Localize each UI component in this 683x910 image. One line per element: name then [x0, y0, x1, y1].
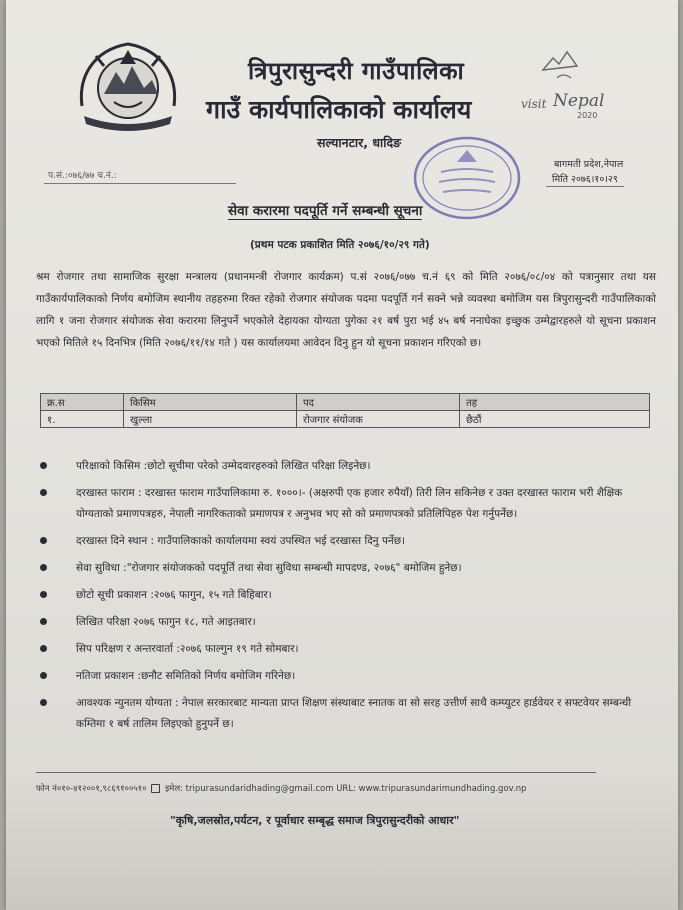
office-title-line2: गाउँ कार्यपालिकाको कार्यालय [206, 95, 472, 124]
bullet-icon [40, 699, 47, 706]
list-item: सेवा सुविधा :"रोजगार संयोजकको पदपूर्ति तथा सेवा सुविधा सम्बन्धी मापदण्ड, २०७६" बमोजिम हुनेछ। [40, 558, 655, 579]
footer-email-label: इमेल: [165, 784, 183, 794]
footer-phone: फोन नं०१०-४१२००१,९८६९१००५१० [36, 784, 147, 794]
province-label: बागमती प्रदेश,नेपाल [554, 159, 624, 170]
notice-title [228, 201, 422, 219]
document-page [6, 0, 678, 910]
footer-slogan: "कृषि,जलस्रोत,पर्यटन, र पूर्वाधार सम्बृद्ध समाज त्रिपुरासुन्दरीको आधार" [170, 814, 460, 827]
bullet-icon [40, 591, 47, 598]
footer-url-label: URL: [336, 784, 356, 794]
office-title-line1: त्रिपुरासुन्दरी गाउँपालिका [248, 57, 465, 85]
notice-subtitle: (प्रथम पटक प्रकाशित मिति २०७६/१०/२९ गते) [250, 239, 430, 251]
footer-url[interactable]: www.tripurasundarimundhading.gov.np [358, 784, 527, 794]
bullet-icon [40, 489, 47, 496]
bullet-icon [40, 645, 47, 652]
visit-label: visit [521, 97, 547, 111]
list-item: सिप परिक्षण र अन्तरवार्ता :२०७६ फाल्गुन १९ गते सोमबार। [40, 639, 655, 660]
email-icon [151, 784, 160, 793]
office-stamp [411, 132, 523, 224]
bullet-icon [40, 618, 47, 625]
list-item: आवश्यक न्युनतम योग्यता : नेपाल सरकारबाट मान्यता प्राप्त शिक्षण संस्थाबाट स्नातक वा सो सरह उत्तीर्ण साथै कम्प्युटर हार्डवेयर र सफ्टवेयर सम्बन्धी कम्तिमा १ बर्ष तालिम लिइएको हुनुपर्ने छ। [40, 693, 655, 735]
cell-type: खुल्ला [124, 411, 297, 428]
nepal-label: Nepal [553, 91, 605, 111]
list-item: छोटो सूची प्रकाशन :२०७६ फागुन, १५ गते बिहिबार। [40, 585, 655, 606]
col-header-level: तह [460, 394, 650, 411]
table-row [41, 411, 650, 428]
bullet-icon [40, 537, 47, 544]
year-label: 2020 [577, 111, 598, 120]
visit-nepal-logo [519, 48, 609, 128]
col-header-type: किसिम [124, 394, 297, 411]
list-item: नतिजा प्रकाशन :छनौट समितिको निर्णय बमोजिम गरिनेछ। [40, 666, 655, 687]
bullet-icon [40, 564, 47, 571]
footer-email[interactable]: tripurasundaridhading@gmail.com [185, 784, 334, 794]
notice-title-text: सेवा करारमा पदपूर्ति गर्ने सम्बन्धी सूचना [228, 203, 423, 219]
nepal-emblem-icon [74, 36, 182, 132]
table-header-row [41, 394, 650, 411]
col-header-post: पद [297, 394, 460, 411]
footer-contact [36, 783, 527, 794]
list-item: लिखित परिक्षा २०७६ फागुन १८, गते आइतबार। [40, 612, 655, 633]
list-item: दरखास्त फाराम : दरखास्त फाराम गाउँपालिकामा रु. १०००।- (अक्षरुपी एक हजार रुपैयाँ) तिरी लिन सकिनेछ र उक्त दरखास्त फाराम भरी शैक्षिक योग्यताको प्रमाणपत्रहरु, नेपाली नागरिकताको प्रमाणपत्र र अनुभव भए सो को प्रमाणपत्रको प्रतिलिपिहरु पेश गर्नुपर्नेछ। [40, 483, 655, 525]
reference-number-line: प.सं.:०७६/७७ च.नं.: [44, 170, 236, 184]
notice-paragraph: श्रम रोजगार तथा सामाजिक सुरक्षा मन्त्रालय (प्रधानमन्त्री रोजगार कार्यक्रम) प.सं २०७६/०७७ च.नं ६९ को मिति २०७६/०८/०४ को पत्रानुसार तथा यस गाउँकार्यपालिकाको निर्णय बमोजिम स्थानीय तहहरुमा रिक्त रहेको रोजगार संयोजक पदमा पदपूर्ति गर्न सक्ने भन्ने व्यवस्था बमोजिम यस त्रिपुरासुन्दरी गाउँपालिकाको लागि १ जना रोजगार संयोजक सेवा करारमा लिनुपर्ने भएकोले देहायका योग्यता पुगेका २१ बर्ष पुरा भई ४५ बर्ष ननाघेका इच्छुक उम्मेद्वारहरुले यो सूचना प्रकाशन भएको मितिले १५ दिनभित्र (मिति २०७६/११/१४ गते ) यस कार्यालयमा आवेदन दिनु हुन यो सूचना प्रकाशन गरिएको छ। [36, 271, 656, 349]
bullet-icon [40, 462, 47, 469]
cell-level: छैठौं [460, 411, 650, 428]
requirements-list [40, 456, 655, 735]
bullet-icon [40, 672, 47, 679]
list-item: परिक्षाको किसिम :छोटो सूचीमा परेको उम्मेदवारहरुको लिखित परिक्षा लिइनेछ। [40, 456, 655, 477]
office-location: सल्यानटार, धादिङ [317, 135, 402, 150]
date-line: मिति २०७६।१०।२९ [546, 172, 624, 187]
footer-divider [36, 772, 596, 773]
col-header-sn: क्र.स [41, 394, 124, 411]
position-table [40, 393, 650, 428]
list-item: दरखास्त दिने स्थान : गाउँपालिकाको कार्यालयमा स्वयं उपस्थित भई दरखास्त दिनु पर्नेछ। [40, 531, 655, 552]
cell-sn: १. [41, 411, 124, 428]
cell-post: रोजगार संयोजक [297, 411, 460, 428]
